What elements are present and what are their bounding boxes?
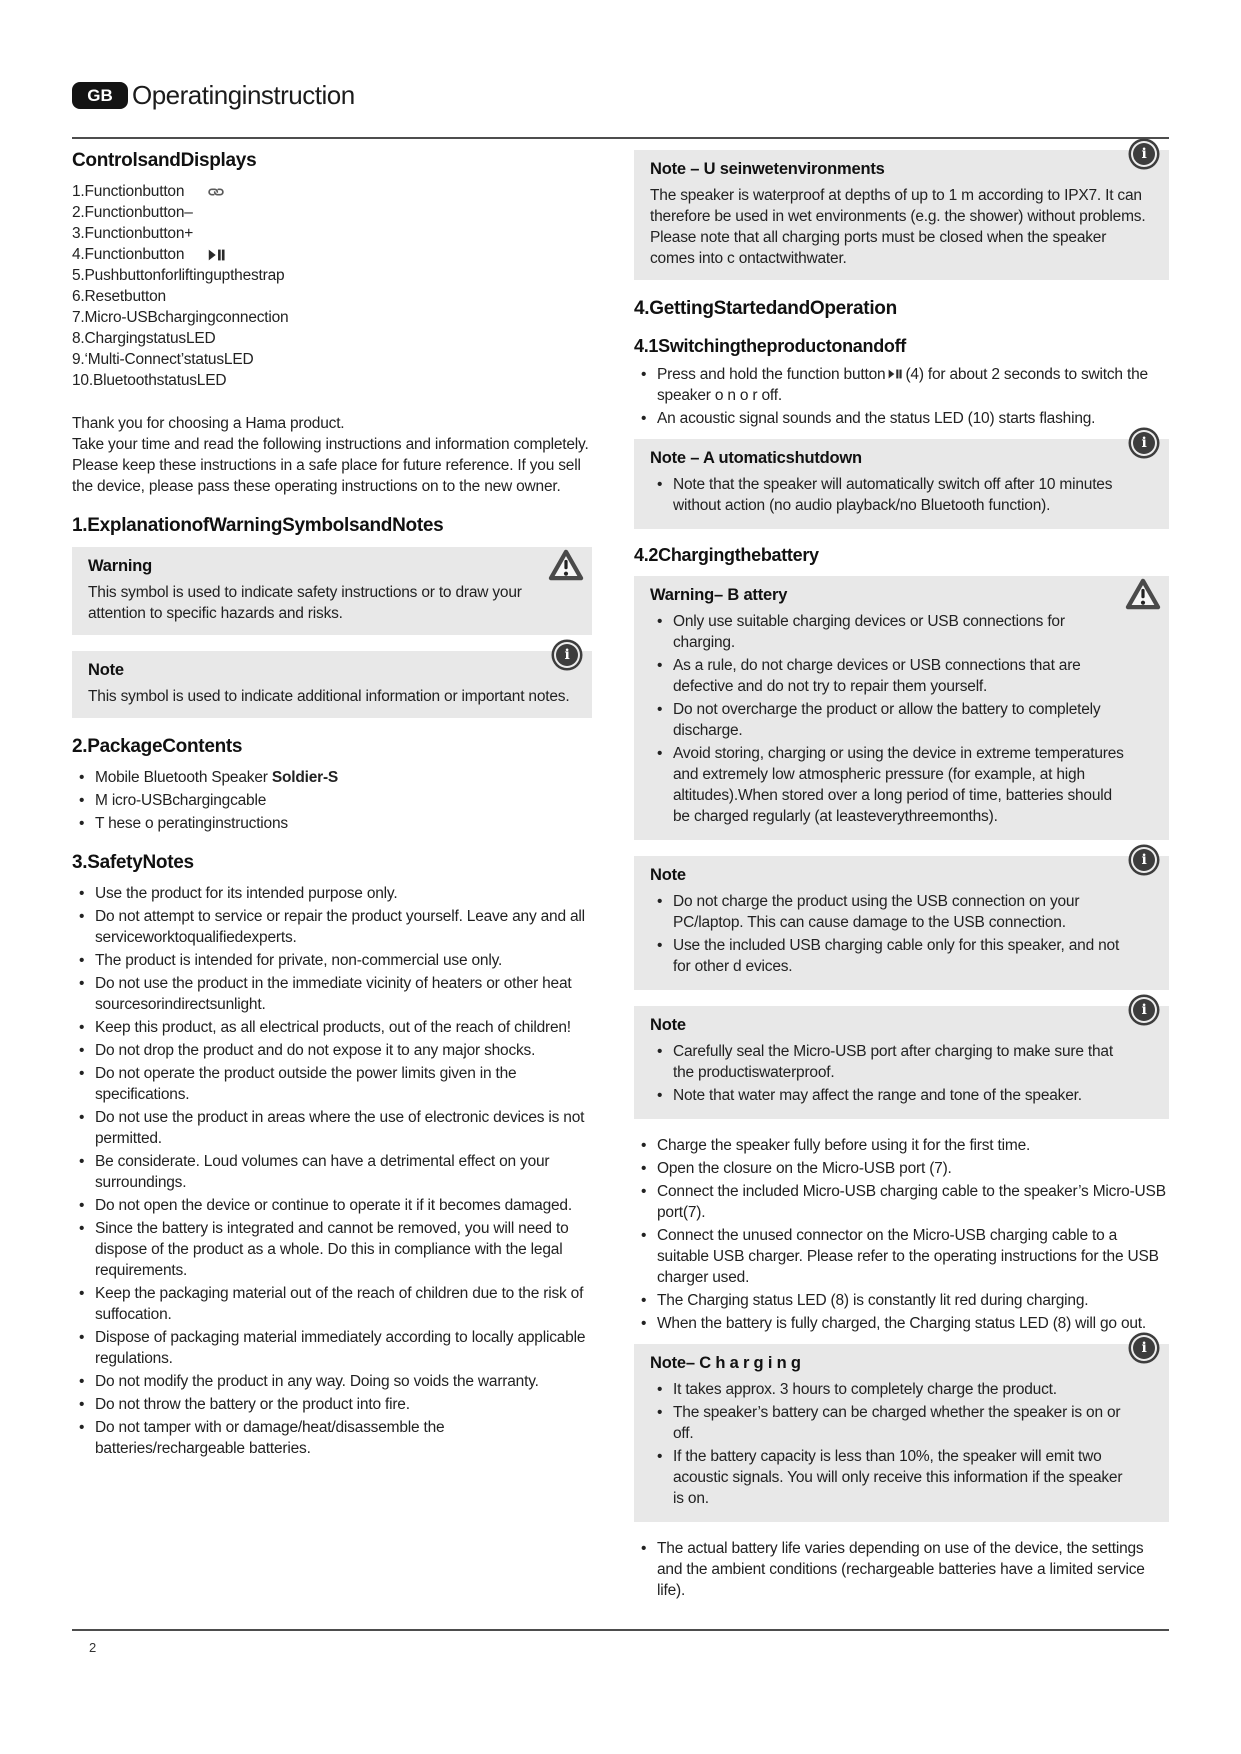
left-column bbox=[72, 150, 592, 1603]
list-item: • Carefully seal the Micro-USB port after charging to make sure that the productiswaterproof. bbox=[650, 1041, 1127, 1083]
list-item: • Use the product for its intended purpose only. bbox=[72, 883, 592, 904]
item-text-bold: Soldier-S bbox=[271, 769, 339, 786]
info-icon: i bbox=[1133, 143, 1155, 165]
package-contents-list bbox=[72, 767, 592, 834]
list-item: • When the battery is fully charged, the Charging status LED (8) will go out. bbox=[634, 1313, 1169, 1334]
list-item bbox=[72, 349, 592, 370]
item-text: Mobile Bluetooth Speaker bbox=[95, 769, 272, 786]
list-item: • Open the closure on the Micro-USB port (7). bbox=[634, 1158, 1169, 1179]
section-title-switching-on-off: 4.1Switchingtheproductonandoff bbox=[634, 336, 906, 356]
content-columns bbox=[72, 146, 1169, 1603]
box-title: Note – U seinwetenvironments bbox=[650, 160, 885, 178]
box-title: Note bbox=[650, 866, 686, 884]
list-item: • The Charging status LED (8) is constantly lit red during charging. bbox=[634, 1290, 1169, 1311]
list-item: • Avoid storing, charging or using the device in extreme temperatures and extremely low atmospheric pressure (for example, at high altitudes).When stored over a long period of time, batteries should be charged regularly (at leasteverythreemonths). bbox=[650, 743, 1127, 827]
control-label: 5.Pushbuttonforliftingupthestrap bbox=[72, 267, 285, 284]
language-badge: GB bbox=[72, 82, 128, 109]
box-body: This symbol is used to indicate safety instructions or to draw your attention to specific hazards and risks. bbox=[88, 584, 522, 622]
note-box-seal-port bbox=[634, 1002, 1169, 1119]
intro-line: Thank you for choosing a Hama product. bbox=[72, 415, 345, 432]
control-label: 8.ChargingstatusLED bbox=[72, 330, 216, 347]
warning-box-battery bbox=[634, 576, 1169, 840]
control-label: 6.Resetbutton bbox=[72, 288, 166, 305]
section-title-charging-battery: 4.2Chargingthebattery bbox=[634, 545, 819, 565]
info-icon: i bbox=[1133, 1337, 1155, 1359]
info-icon: i bbox=[1133, 432, 1155, 454]
box-title: Warning– B attery bbox=[650, 586, 788, 604]
list-item: • Charge the speaker fully before using it for the first time. bbox=[634, 1135, 1169, 1156]
list-item: • Do not overcharge the product or allow the battery to completely discharge. bbox=[650, 699, 1127, 741]
control-label: 1.Functionbutton bbox=[72, 183, 185, 200]
control-label: 10.BluetoothstatusLED bbox=[72, 372, 227, 389]
control-label: 4.Functionbutton bbox=[72, 246, 185, 263]
list-item: • If the battery capacity is less than 10%, the speaker will emit two acoustic signals. You will only receive this information if the speaker is on. bbox=[650, 1446, 1127, 1509]
list-item: • An acoustic signal sounds and the status LED (10) starts flashing. bbox=[634, 408, 1169, 429]
item-text: M icro-USBchargingcable bbox=[95, 792, 267, 809]
section-title-safety-notes: 3.SafetyNotes bbox=[72, 852, 194, 873]
item-text: (4) for about 2 seconds to switch the speaker o n o r off. bbox=[657, 366, 1148, 404]
box-title: Note – A utomaticshutdown bbox=[650, 449, 862, 467]
list-item: • Connect the unused connector on the Micro-USB charging cable to a suitable USB charger. Please refer to the operating instructions for the USB charger used. bbox=[634, 1225, 1169, 1288]
play-pause-icon bbox=[208, 248, 225, 262]
header-divider bbox=[72, 137, 1169, 139]
note-box-wet-environments bbox=[634, 146, 1169, 280]
list-item bbox=[634, 364, 1169, 406]
link-icon bbox=[208, 184, 224, 200]
info-icon: i bbox=[556, 644, 578, 666]
list-item: • Dispose of packaging material immediately according to locally applicable regulations. bbox=[72, 1327, 592, 1369]
list-item bbox=[72, 223, 592, 244]
list-item bbox=[72, 370, 592, 391]
list-item bbox=[72, 813, 592, 834]
list-item bbox=[72, 244, 592, 265]
list-item bbox=[72, 181, 592, 202]
list-item: • Use the included USB charging cable only for this speaker, and not for other d evices. bbox=[650, 935, 1127, 977]
section-title-getting-started: 4.GettingStartedandOperation bbox=[634, 298, 897, 319]
section-title-package-contents: 2.PackageContents bbox=[72, 736, 243, 757]
note-box-charging bbox=[634, 1340, 1169, 1522]
footer-divider bbox=[72, 1629, 1169, 1631]
list-item: • Do not modify the product in any way. Doing so voids the warranty. bbox=[72, 1371, 592, 1392]
list-item: • Only use suitable charging devices or USB connections for charging. bbox=[650, 611, 1127, 653]
list-item: • Do not drop the product and do not expose it to any major shocks. bbox=[72, 1040, 592, 1061]
charging-steps-list bbox=[634, 1135, 1169, 1334]
list-item: • Do not use the product in areas where the use of electronic devices is not permitted. bbox=[72, 1107, 592, 1149]
page-number: 2 bbox=[89, 1640, 97, 1655]
controls-list bbox=[72, 181, 592, 391]
intro-paragraphs bbox=[72, 413, 592, 497]
list-item: • Be considerate. Loud volumes can have a detrimental effect on your surroundings. bbox=[72, 1151, 592, 1193]
page-header bbox=[72, 80, 355, 111]
list-item: • Note that the speaker will automatically switch off after 10 minutes without action (no audio playback/no Bluetooth function). bbox=[650, 474, 1127, 516]
box-title: Note bbox=[650, 1016, 686, 1034]
info-icon: i bbox=[1133, 849, 1155, 871]
box-title: Note bbox=[88, 661, 124, 679]
list-item bbox=[72, 790, 592, 811]
section-title-warning-symbols: 1.ExplanationofWarningSymbolsandNotes bbox=[72, 515, 444, 536]
list-item: • Do not charge the product using the USB connection on your PC/laptop. This can cause damage to the USB connection. bbox=[650, 891, 1127, 933]
intro-line: Please keep these instructions in a safe place for future reference. If you sell the device, please pass these operating instructions on to the new owner. bbox=[72, 457, 581, 495]
play-pause-icon bbox=[888, 368, 902, 380]
list-item: • Do not tamper with or damage/heat/disassemble the batteries/rechargeable batteries. bbox=[72, 1417, 592, 1459]
list-item bbox=[72, 307, 592, 328]
list-item: • The speaker’s battery can be charged whether the speaker is on or off. bbox=[650, 1402, 1127, 1444]
box-list bbox=[650, 611, 1153, 827]
list-item: • As a rule, do not charge devices or USB connections that are defective and do not try to repair them yourself. bbox=[650, 655, 1127, 697]
switching-list bbox=[634, 364, 1169, 429]
control-label: 3.Functionbutton+ bbox=[72, 225, 194, 242]
page-title: Operatinginstruction bbox=[132, 80, 355, 110]
list-item: • Do not operate the product outside the power limits given in the specifications. bbox=[72, 1063, 592, 1105]
safety-notes-list bbox=[72, 883, 592, 1459]
box-list bbox=[650, 1041, 1153, 1106]
item-text: T hese o peratinginstructions bbox=[95, 815, 288, 832]
controls-title: ControlsandDisplays bbox=[72, 150, 257, 171]
note-box-usb-connection bbox=[634, 852, 1169, 990]
list-item: • Connect the included Micro-USB charging cable to the speaker’s Micro-USB port(7). bbox=[634, 1181, 1169, 1223]
list-item bbox=[72, 265, 592, 286]
list-item: • The actual battery life varies depending on use of the device, the settings and the ambient conditions (rechargeable batteries have a limited service life). bbox=[634, 1538, 1169, 1601]
list-item: • Do not throw the battery or the product into fire. bbox=[72, 1394, 592, 1415]
note-box-automatic-shutdown bbox=[634, 435, 1169, 529]
list-item: • It takes approx. 3 hours to completely charge the product. bbox=[650, 1379, 1127, 1400]
list-item bbox=[72, 328, 592, 349]
list-item: • Keep the packaging material out of the reach of children due to the risk of suffocation. bbox=[72, 1283, 592, 1325]
item-text: Press and hold the function button bbox=[657, 366, 886, 383]
list-item: • Do not open the device or continue to operate it if it becomes damaged. bbox=[72, 1195, 592, 1216]
list-item: • Since the battery is integrated and cannot be removed, you will need to dispose of the product as a whole. Do this in compliance with the legal requirements. bbox=[72, 1218, 592, 1281]
box-body: This symbol is used to indicate additional information or important notes. bbox=[88, 688, 570, 705]
box-list bbox=[650, 1379, 1153, 1509]
list-item: • Keep this product, as all electrical products, out of the reach of children! bbox=[72, 1017, 592, 1038]
list-item: • Note that water may affect the range and tone of the speaker. bbox=[650, 1085, 1127, 1106]
control-label: 9.‘Multi-Connect’statusLED bbox=[72, 351, 254, 368]
list-item bbox=[72, 286, 592, 307]
box-title: Note– C h a r g i n g bbox=[650, 1354, 801, 1372]
control-label: 2.Functionbutton– bbox=[72, 204, 193, 221]
control-label: 7.Micro-USBchargingconnection bbox=[72, 309, 289, 326]
info-icon: i bbox=[1133, 999, 1155, 1021]
list-item bbox=[72, 202, 592, 223]
warning-triangle-icon bbox=[548, 549, 584, 586]
battery-life-list bbox=[634, 1538, 1169, 1601]
right-column bbox=[634, 146, 1169, 1603]
list-item: • Do not attempt to service or repair the product yourself. Leave any and all serviceworktoqualifiedexperts. bbox=[72, 906, 592, 948]
warning-triangle-icon bbox=[1125, 578, 1161, 615]
box-list bbox=[650, 474, 1153, 516]
list-item: • The product is intended for private, non-commercial use only. bbox=[72, 950, 592, 971]
list-item bbox=[72, 767, 592, 788]
box-title: Warning bbox=[88, 557, 152, 575]
note-box-symbols bbox=[72, 647, 592, 718]
warning-box-symbols bbox=[72, 547, 592, 635]
intro-line: Take your time and read the following instructions and information completely. bbox=[72, 436, 589, 453]
box-body: The speaker is waterproof at depths of up to 1 m according to IPX7. It can therefore be used in wet environments (e.g. the shower) without problems. Please note that all charging ports must be closed when the speaker comes into c ontactwithwater. bbox=[650, 187, 1146, 267]
list-item: • Do not use the product in the immediate vicinity of heaters or other heat sourcesorindirectsunlight. bbox=[72, 973, 592, 1015]
box-list bbox=[650, 891, 1153, 977]
